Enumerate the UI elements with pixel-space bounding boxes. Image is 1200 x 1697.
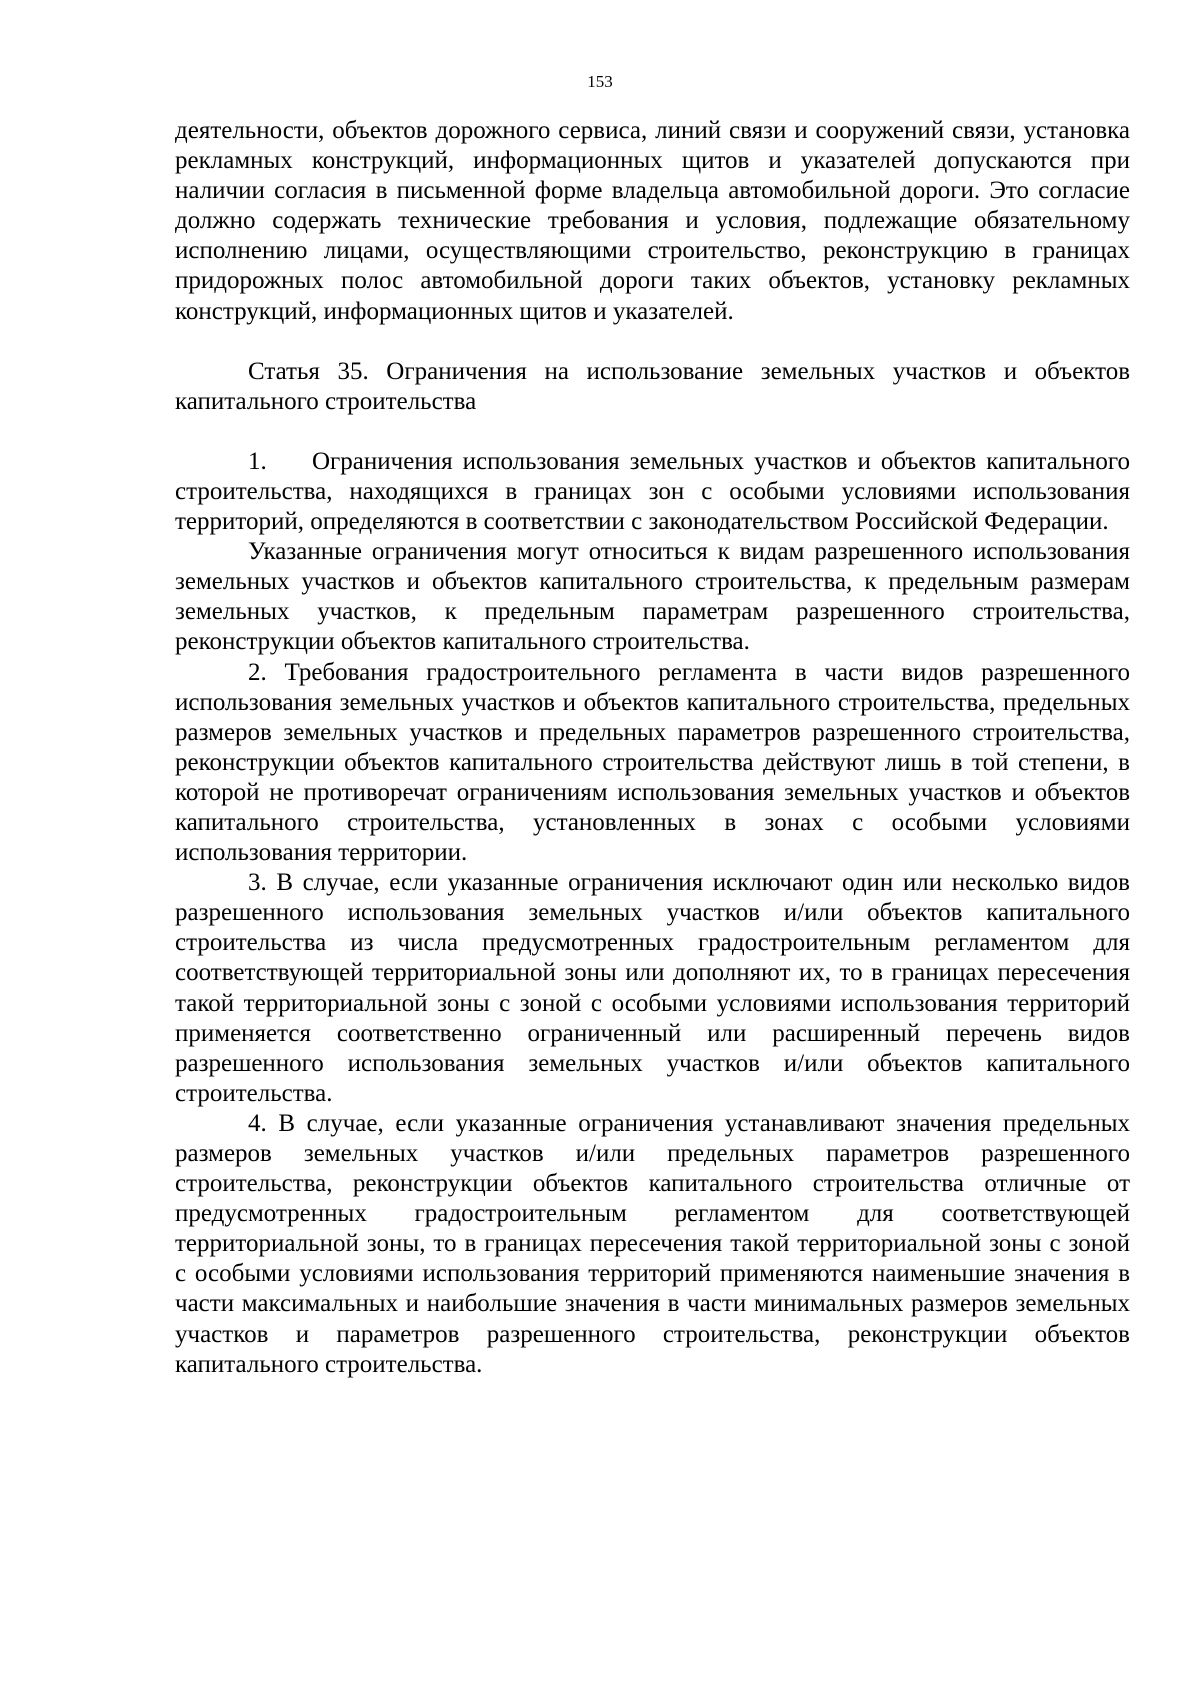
document-body: [175, 116, 1130, 1380]
page-number: 153: [587, 72, 613, 91]
intro-paragraph: деятельности, объектов дорожного сервиса, линий связи и сооружений связи, установка рекламных конструкций, информационных щитов и указателей допускаются при наличии согласия в письменной форме владельца автомобильной дороги. Это согласие должно содержать технические требования и условия, подлежащие обязательному исполнению лицами, осуществляющими строительство, реконструкцию в границах придорожных полос автомобильной дороги таких объектов, установку рекламных конструкций, информационных щитов и указателей.: [175, 117, 1130, 325]
item-2-paragraph: 2. Требования градостроительного регламента в части видов разрешенного использования земельных участков и объектов капитального строительства, предельных размеров земельных участков и предельных параметров разрешенного строительства, реконструкции объектов капитального строительства действуют лишь в той степени, в которой не противоречат ограничениям использования земельных участков и объектов капитального строительства, установленных в зонах с особыми условиями использования территории.: [175, 658, 1130, 867]
item-1-number: 1.: [248, 447, 267, 475]
item-1-paragraph: [175, 447, 1130, 537]
item-1-text: Ограничения использования земельных участков и объектов капитального строительства, находящихся в границах зон с особыми условиями использования территорий, определяются в соответствии с законодательством Российской Федерации.: [175, 447, 1130, 536]
item-1-continuation: Указанные ограничения могут относиться к видам разрешенного использования земельных участков и объектов капитального строительства, к предельным размерам земельных участков, к предельным параметрам разрешенного строительства, реконструкции объектов капитального строительства.: [175, 538, 1130, 656]
article-heading: Статья 35. Ограничения на использование земельных участков и объектов капитального строительства: [175, 357, 1130, 415]
item-3-paragraph: 3. В случае, если указанные ограничения исключают один или несколько видов разрешенного использования земельных участков и/или объектов капитального строительства из числа предусмотренных градостроительным регламентом для соответствующей территориальной зоны или дополняют их, то в границах пересечения такой территориальной зоны с зоной с особыми условиями использования территорий применяется соответственно ограниченный или расширенный перечень видов разрешенного использования земельных участков и/или объектов капитального строительства.: [175, 869, 1130, 1107]
item-4-paragraph: 4. В случае, если указанные ограничения устанавливают значения предельных размеров земельных участков и/или предельных параметров разрешенного строительства, реконструкции объектов капитального строительства отличные от предусмотренных градостроительным регламентом для соответствующей территориальной зоны, то в границах пересечения такой территориальной зоны с зоной с особыми условиями использования территорий применяются наименьшие значения в части максимальных и наибольшие значения в части минимальных размеров земельных участков и параметров разрешенного строительства, реконструкции объектов капитального строительства.: [175, 1109, 1130, 1378]
